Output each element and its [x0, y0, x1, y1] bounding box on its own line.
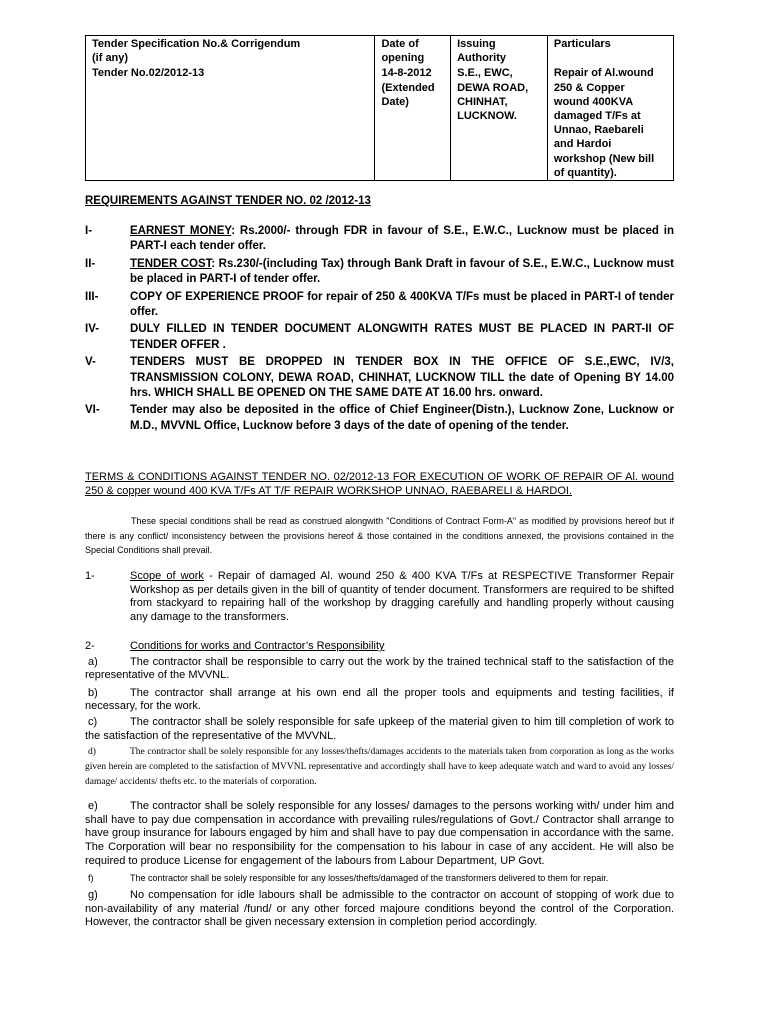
cell-authority: S.E., EWC, DEWA ROAD, CHINHAT, LUCKNOW. — [451, 65, 548, 180]
condition-text: The contractor shall be solely responsible for safe upkeep of the material given to him till completion of work to the satisfaction of the representative of the MVVNL. — [85, 715, 674, 742]
condition-text: The contractor shall arrange at his own end all the proper tools and equipments and testing facilities, if necessary, for the work. — [85, 686, 674, 713]
condition-item — [85, 871, 674, 885]
requirement-item — [85, 257, 674, 288]
cell-tender-no: Tender No.02/2012-13 — [86, 65, 375, 180]
requirement-item — [85, 355, 674, 401]
terms-heading: TERMS & CONDITIONS AGAINST TENDER NO. 02/2012-13 FOR EXECUTION OF WORK OF REPAIR OF Al. wound 250 & copper wound 400 KVA T/Fs AT T/F REPAIR WORKSHOP UNNAO, RAEBARELI & HARDOI. — [85, 471, 674, 497]
header-date-of-opening: Date of opening — [375, 36, 451, 66]
special-conditions-paragraph: These special conditions shall be read as construed alongwith "Conditions of Contract Form-A" as modified by provisions hereof but if there is any conflict/ inconsistency between the provisions hereof & those contained in the conditions annexed, the provisions contained in the Special Conditions shall prevail. — [85, 516, 674, 555]
condition-item — [85, 687, 674, 714]
section-number: 2- — [85, 640, 95, 652]
section-text: - Repair of damaged Al. wound 250 & 400 KVA T/Fs at RESPECTIVE Transformer Repair Workshop as per details given in the bill of quantity of tender document. Transformers are required to be shifted from stackyard to repairing hall of the workshop by dragging carefully and handling properly without causing any damage to the transformers. — [130, 570, 674, 623]
condition-item — [85, 656, 674, 683]
section-number: 1- — [85, 570, 95, 582]
requirement-text: : Rs.2000/- through FDR in favour of S.E., E.W.C., Lucknow must be placed in PART-I each tender offer. — [130, 225, 674, 253]
requirement-item — [85, 224, 674, 255]
requirement-item — [85, 290, 674, 321]
requirement-text: DULY FILLED IN TENDER DOCUMENT ALONGWITH RATES MUST BE PLACED IN PART-II OF TENDER OFFER . — [130, 323, 674, 351]
condition-label: c) — [88, 715, 98, 728]
condition-label: e) — [88, 800, 98, 813]
requirement-label: TENDER COST — [130, 257, 212, 270]
requirement-item — [85, 322, 674, 353]
condition-text: The contractor shall be responsible to carry out the work by the trained technical staff to the satisfaction of the representative of the MVVNL. — [85, 655, 674, 682]
section-title: Conditions for works and Contractor’s Responsibility — [130, 640, 385, 652]
section-title: Scope of work — [130, 570, 204, 582]
requirements-heading: REQUIREMENTS AGAINST TENDER NO. 02 /2012-13 — [85, 195, 371, 207]
table-row — [86, 65, 674, 180]
header-issuing-authority: Issuing Authority — [451, 36, 548, 66]
condition-text: The contractor shall be solely responsible for any losses/thefts/damaged of the transformers delivered to them for repair. — [130, 873, 609, 884]
requirement-text: : Rs.230/-(including Tax) through Bank Draft in favour of S.E., E.W.C., Lucknow must be placed in PART-I of tender offer. — [130, 257, 674, 286]
requirement-number: I- — [85, 225, 93, 237]
requirement-number: II- — [85, 257, 96, 270]
condition-item — [85, 889, 674, 930]
condition-item — [85, 800, 674, 868]
condition-label: a) — [88, 655, 98, 668]
requirements-list — [85, 224, 674, 436]
condition-label: g) — [88, 889, 98, 902]
requirement-text: Tender may also be deposited in the office of Chief Engineer(Distn.), Lucknow Zone, Lucknow or M.D., MVVNL Office, Lucknow before 3 days of the date of opening of the tender. — [130, 404, 674, 432]
table-header-row — [86, 36, 674, 66]
condition-item — [85, 716, 674, 743]
condition-text: The contractor shall be solely responsible for any losses/thefts/damages accidents to the materials taken from corporation as long as the works given herein are completed to the satisfaction of MVVNL representative and accordingly shall have to keep adequate watch and ward to avoid any losses/ damage/ accidents/ thefts etc. to the materials of corporation. — [85, 747, 674, 788]
header-tender-spec: Tender Specification No.& Corrigendum (if any) — [86, 36, 375, 66]
requirement-text: COPY OF EXPERIENCE PROOF for repair of 250 & 400KVA T/Fs must be placed in PART-I of tender offer. — [130, 290, 674, 319]
condition-label: b) — [88, 686, 98, 699]
requirement-label: EARNEST MONEY — [130, 225, 232, 237]
section-scope-of-work — [85, 570, 674, 624]
condition-item — [85, 745, 674, 790]
requirement-number: III- — [85, 290, 99, 303]
condition-label: f) — [88, 873, 94, 884]
requirement-number: V- — [85, 356, 96, 369]
condition-text: No compensation for idle labours shall be admissible to the contractor on account of stopping of work due to non-availability of any material /fund/ or any other forced majoure conditions beyond the control of the Corporation. However, the contractor shall be given necessary extension in completion period accordingly. — [85, 889, 674, 929]
requirement-number: IV- — [85, 323, 100, 336]
condition-text: The contractor shall be solely responsible for any losses/ damages to the persons working with/ under him and shall have to pay due compensation in accordance with prevailing rules/regulations of Govt./ Contractor shall arrange to have group insurance for labours engaged by him and shall have to pay due compensation in accordance with the same. The Corporation will bear no responsibility for the compensation to his labour in case of any accident. He will also be required to produce License for engagement of the labours from Labour Department, UP Govt. — [85, 800, 674, 867]
requirement-item — [85, 403, 674, 434]
header-particulars: Particulars — [547, 36, 673, 66]
tender-spec-table — [85, 35, 674, 181]
requirement-number: VI- — [85, 404, 100, 417]
section-conditions — [85, 640, 674, 930]
condition-label: d) — [88, 747, 96, 758]
requirement-text: TENDERS MUST BE DROPPED IN TENDER BOX IN THE OFFICE OF S.E.,EWC, IV/3, TRANSMISSION COLONY, DEWA ROAD, CHINHAT, LUCKNOW TILL the date of Opening BY 14.00 hrs. WHICH SHALL BE OPENED ON THE SAME DATE AT 16.00 hrs. onward. — [130, 356, 674, 400]
cell-particulars: Repair of Al.wound 250 & Copper wound 400KVA damaged T/Fs at Unnao, Raebareli and Hardoi workshop (New bill of quantity). — [547, 65, 673, 180]
cell-date: 14-8-2012 (Extended Date) — [375, 65, 451, 180]
